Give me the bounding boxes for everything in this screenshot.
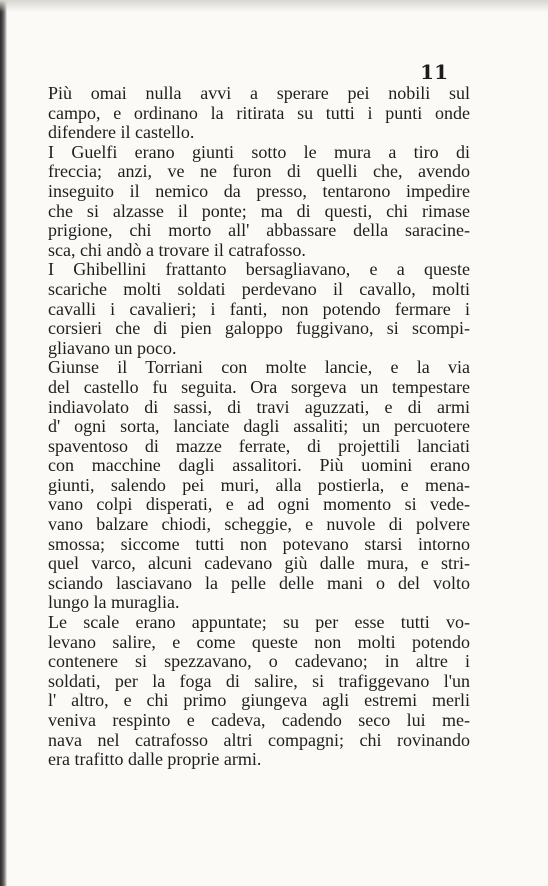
paragraph xyxy=(48,260,470,358)
text-line: levano salire, e come queste non molti potendo xyxy=(48,631,470,652)
text-line: cavalli i cavalieri; i fanti, non potendo fermare i xyxy=(48,298,470,319)
text-line: difendere il castello. xyxy=(48,122,195,143)
text-line: Le scale erano appuntate; su per esse tutti vo- xyxy=(48,612,470,633)
paragraph xyxy=(48,358,470,613)
text-line: che si alzasse il ponte; ma di questi, chi rimase xyxy=(48,200,470,221)
text-line: veniva respinto e cadeva, cadendo seco lui me- xyxy=(48,710,470,730)
text-line: gliavano un poco. xyxy=(48,337,177,358)
text-line: freccia; anzi, ve ne furon di quelli che, avendo xyxy=(48,161,470,182)
text-line: con macchine dagli assalitori. Più uomini erano xyxy=(48,455,470,476)
text-line: lungo la muraglia. xyxy=(48,592,180,613)
text-line: inseguito il nemico da presso, tentarono impedire xyxy=(48,180,470,201)
text-line: d' ogni sorta, lanciate dagli assaliti; un percuotere xyxy=(48,416,470,437)
text-line: Giunse il Torriani con molte lancie, e la via xyxy=(48,357,470,378)
text-line: I Ghibellini frattanto bersagliavano, e a queste xyxy=(48,259,470,280)
text-line: smossa; siccome tutti non potevano starsi intorno xyxy=(48,533,470,554)
text-line: prigione, chi morto all' abbassare della saracine- xyxy=(48,220,470,241)
text-line: era trafitto dalle proprie armi. xyxy=(48,749,262,770)
text-line: sca, chi andò a trovare il catrafosso. xyxy=(48,239,306,260)
text-line: soldati, per la foga di salire, si trafiggevano l'un xyxy=(48,670,470,691)
text-line: nava nel catrafosso altri compagni; chi rovinando xyxy=(48,729,470,750)
body-text xyxy=(48,84,470,770)
text-line: giunti, salendo pei muri, alla postierla, e mena- xyxy=(48,474,470,495)
text-line: del castello fu seguita. Ora sorgeva un tempestare xyxy=(48,376,470,397)
text-line: l' altro, e chi primo giungeva agli estremi merli xyxy=(48,690,470,711)
text-line: quel varco, alcuni cadevano giù dalle mura, e stri- xyxy=(48,553,470,574)
text-line: sciando lasciavano la pelle delle mani o del volto xyxy=(48,572,470,593)
page-top-edge xyxy=(0,0,548,12)
text-line: vano colpi disperati, e ad ogni momento si vede- xyxy=(48,494,470,515)
text-line: vano balzare chiodi, scheggie, e nuvole di polvere xyxy=(48,514,470,535)
text-line: indiavolato di sassi, di travi aguzzati, e di armi xyxy=(48,396,470,417)
paragraph xyxy=(48,84,470,143)
text-line: corsieri che di pien galoppo fuggivano, si scompi- xyxy=(48,318,470,339)
text-line: scariche molti soldati perdevano il cavallo, molti xyxy=(48,278,470,299)
text-line: campo, e ordinano la ritirata su tutti i punti onde xyxy=(48,102,470,123)
text-line: Più omai nulla avvi a sperare pei nobili sul xyxy=(48,83,470,103)
paragraph xyxy=(48,613,470,770)
page-number: 11 xyxy=(420,60,448,84)
text-line: I Guelfi erano giunti sotto le mura a tiro di xyxy=(48,141,470,162)
page-binding-edge xyxy=(0,0,7,886)
text-line: contenere si spezzavano, o cadevano; in altre i xyxy=(48,651,470,672)
text-line: spaventoso di mazze ferrate, di projettili lanciati xyxy=(48,435,470,456)
paragraph xyxy=(48,143,470,261)
